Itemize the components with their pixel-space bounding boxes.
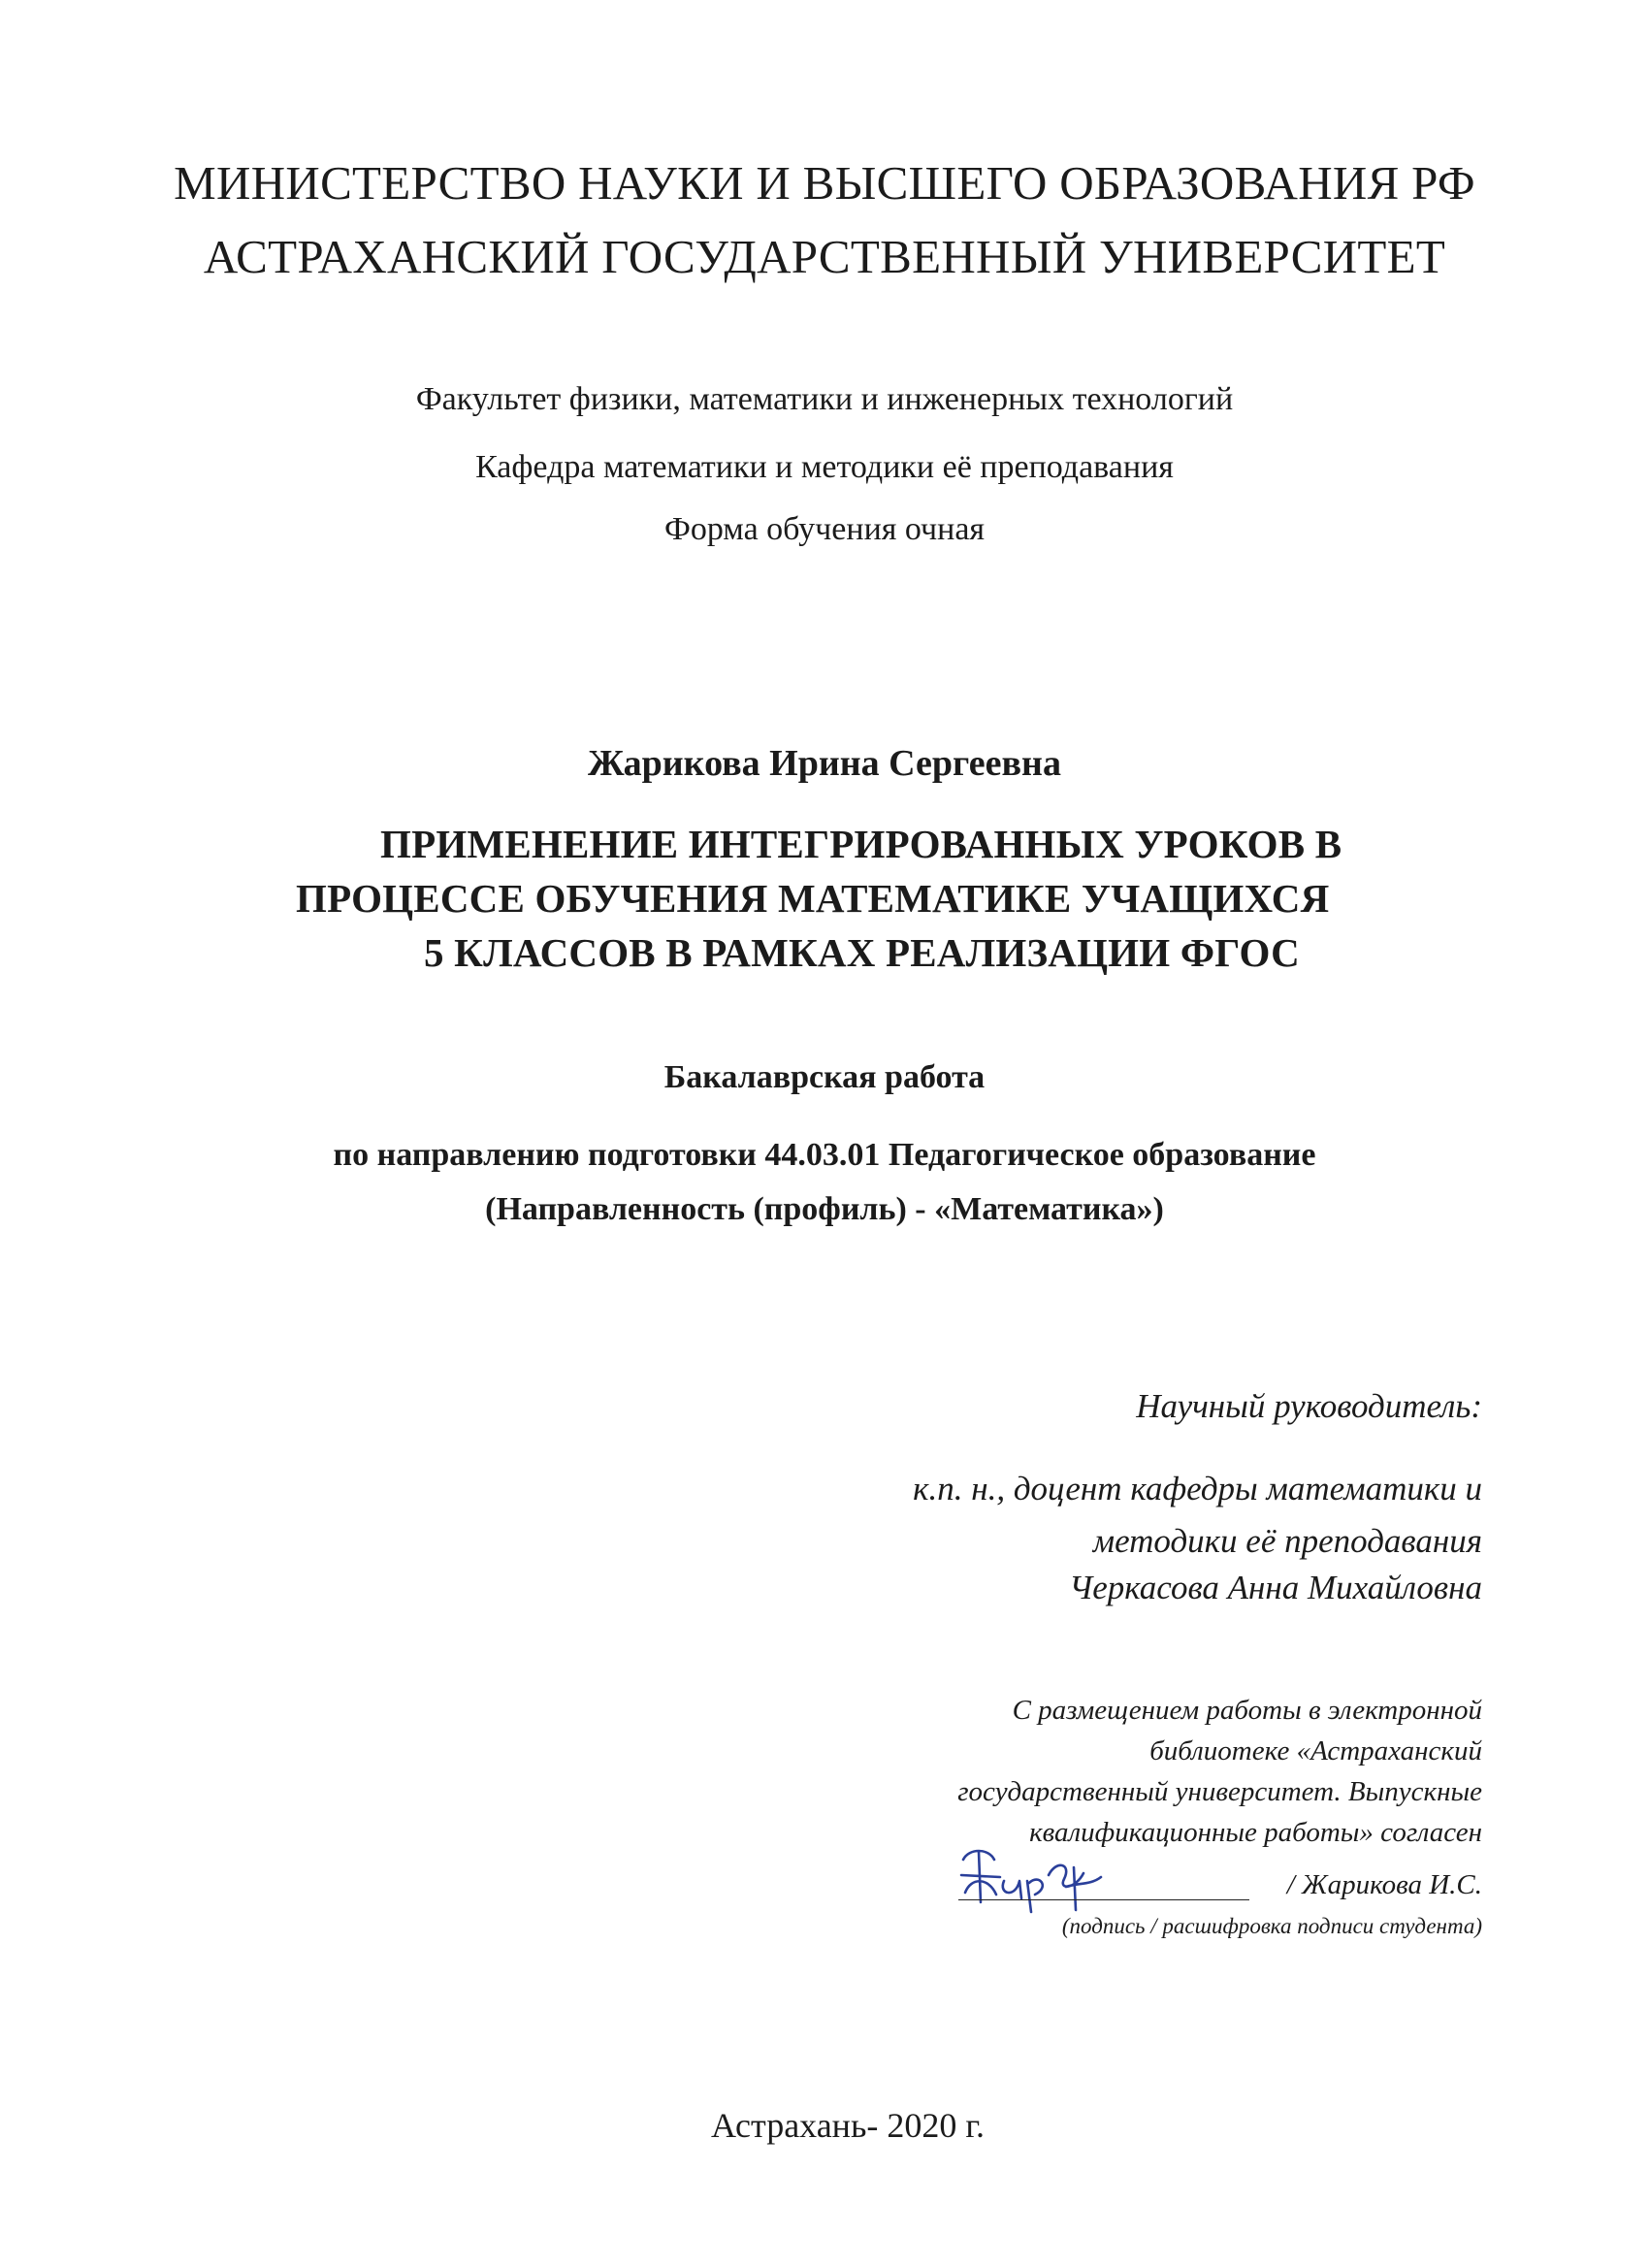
direction-line-1: по направлению подготовки 44.03.01 Педагогическое образование [333,1137,1316,1173]
faculty-line: Факультет физики, математики и инженерных технологий [415,381,1234,417]
direction-line-2: (Направленность (профиль) - «Математика») [485,1191,1164,1227]
study-form-line: Форма обучения очная [663,511,986,547]
supervisor-name: Черкасова Анна Михайловна [1069,1569,1482,1606]
supervisor-position-line-2: методики её преподавания [1092,1522,1482,1560]
consent-line-1: С размещением работы в электронной [1012,1695,1482,1726]
work-type: Бакалаврская работа [663,1059,986,1095]
thesis-title-line-1: ПРИМЕНЕНИЕ ИНТЕГРИРОВАННЫХ УРОКОВ В [380,822,1342,866]
ministry-heading: МИНИСТЕРСТВО НАУКИ И ВЫСШЕГО ОБРАЗОВАНИЯ РФ [174,156,1475,210]
signature-name: / Жарикова И.С. [1286,1869,1482,1900]
university-heading: АСТРАХАНСКИЙ ГОСУДАРСТВЕННЫЙ УНИВЕРСИТЕТ [203,230,1446,283]
supervisor-label: Научный руководитель: [1136,1387,1482,1425]
author-name: Жарикова Ирина Сергеевна [588,743,1061,784]
supervisor-position-line-1: к.п. н., доцент кафедры математики и [913,1470,1482,1507]
city-year: Астрахань- 2020 г. [710,2106,986,2145]
consent-line-3: государственный университет. Выпускные [957,1776,1482,1807]
signature-caption: (подпись / расшифровка подписи студента) [1061,1914,1482,1938]
consent-line-4: квалификационные работы» согласен [1029,1817,1482,1848]
thesis-title-line-3: 5 КЛАССОВ В РАМКАХ РЕАЛИЗАЦИИ ФГОС [424,930,1300,975]
thesis-title-line-2: ПРОЦЕССЕ ОБУЧЕНИЯ МАТЕМАТИКЕ УЧАЩИХСЯ [296,876,1330,921]
handwritten-signature [955,1838,1140,1916]
consent-line-2: библиотеке «Астраханский [1149,1735,1482,1766]
signature-line [958,1899,1249,1900]
chair-line: Кафедра математики и методики её преподавания [475,449,1174,485]
